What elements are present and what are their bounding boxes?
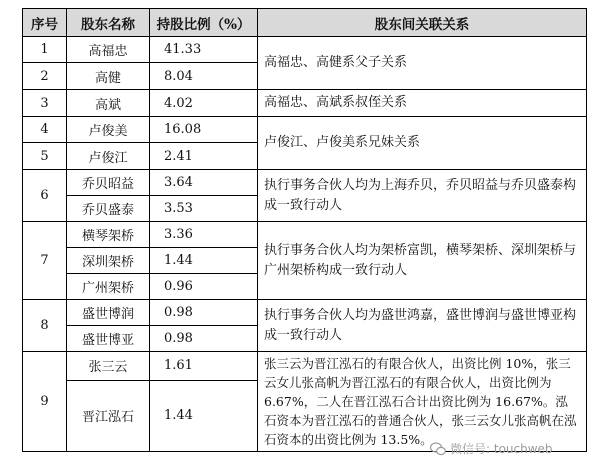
row-number: 4	[23, 117, 67, 143]
relation-text: 执行事务合伙人均为盛世鸿嘉，盛世博润与盛世博亚构成一致行动人	[258, 300, 587, 352]
row-number: 3	[23, 90, 67, 117]
row-number: 9	[23, 352, 67, 452]
shareholder-name: 高健	[67, 63, 150, 90]
relation-text: 执行事务合伙人均为架桥富凯，横琴架桥、深圳架桥与广州架桥构成一致行动人	[258, 222, 587, 300]
table-row	[23, 37, 587, 63]
shareholder-name: 卢俊江	[67, 143, 150, 170]
shareholder-name: 乔贝昭益	[67, 170, 150, 196]
shareholding-pct: 4.02	[150, 90, 258, 117]
shareholder-name: 横琴架桥	[67, 222, 150, 248]
shareholding-pct: 16.08	[150, 117, 258, 143]
shareholder-name: 高福忠	[67, 37, 150, 63]
shareholding-pct: 2.41	[150, 143, 258, 170]
shareholding-pct: 0.98	[150, 300, 258, 326]
shareholder-name: 晋江泓石	[67, 380, 150, 451]
header-no: 序号	[23, 9, 67, 37]
shareholding-pct: 0.96	[150, 274, 258, 300]
shareholding-pct: 3.64	[150, 170, 258, 196]
shareholder-name: 深圳架桥	[67, 248, 150, 274]
row-number: 6	[23, 170, 67, 222]
header-name: 股东名称	[67, 9, 150, 37]
shareholder-name: 盛世博亚	[67, 326, 150, 352]
row-number: 8	[23, 300, 67, 352]
relation-text: 张三云为晋江泓石的有限合伙人，出资比例 10%，张三云女儿张高帆为晋江泓石的有限合伙人，出资比例为6.67%，二人在晋江泓石合计出资比例为 16.67%。泓石资本为晋江泓石的普通合伙人，张三云女儿张高帆在泓石资本的出资比例为 13.5%。	[258, 352, 587, 452]
table-row	[23, 222, 587, 248]
header-relation: 股东间关联关系	[258, 9, 587, 37]
table-row	[23, 90, 587, 117]
shareholding-pct: 3.53	[150, 196, 258, 222]
wechat-watermark	[430, 440, 553, 457]
shareholding-pct: 1.61	[150, 352, 258, 381]
table-row	[23, 300, 587, 326]
shareholder-name: 高斌	[67, 90, 150, 117]
shareholding-pct: 3.36	[150, 222, 258, 248]
row-number: 7	[23, 222, 67, 300]
table-header-row	[23, 9, 587, 37]
shareholding-pct: 41.33	[150, 37, 258, 63]
shareholding-pct: 1.44	[150, 248, 258, 274]
shareholder-name: 卢俊美	[67, 117, 150, 143]
shareholding-pct: 0.98	[150, 326, 258, 352]
shareholder-name: 乔贝盛泰	[67, 196, 150, 222]
shareholder-name: 广州架桥	[67, 274, 150, 300]
table-row	[23, 352, 587, 381]
header-pct: 持股比例（%）	[150, 9, 258, 37]
shareholder-name: 盛世博润	[67, 300, 150, 326]
row-number: 5	[23, 143, 67, 170]
shareholder-table	[22, 8, 587, 452]
relation-text: 高福忠、高健系父子关系	[258, 37, 587, 90]
wechat-icon	[430, 442, 446, 456]
shareholder-name: 张三云	[67, 352, 150, 381]
relation-text: 高福忠、高斌系叔侄关系	[258, 90, 587, 117]
table-row	[23, 170, 587, 196]
relation-text: 执行事务合伙人均为上海乔贝，乔贝昭益与乔贝盛泰构成一致行动人	[258, 170, 587, 222]
relation-text: 卢俊江、卢俊美系兄妹关系	[258, 117, 587, 170]
row-number: 2	[23, 63, 67, 90]
table-row	[23, 117, 587, 143]
shareholding-pct: 8.04	[150, 63, 258, 90]
row-number: 1	[23, 37, 67, 63]
watermark-text: 微信号: touchweb	[450, 442, 553, 456]
shareholding-pct: 1.44	[150, 380, 258, 451]
